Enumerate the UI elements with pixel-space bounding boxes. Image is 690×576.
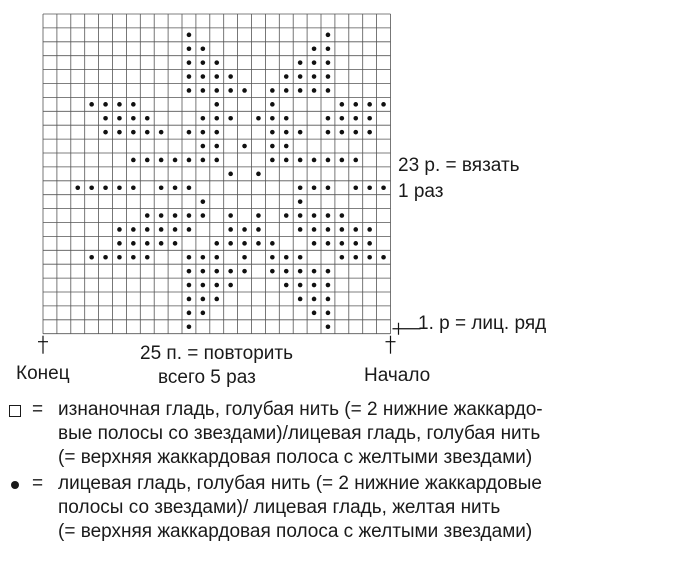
knit-stitch-dot xyxy=(117,227,122,232)
knit-stitch-dot xyxy=(187,130,192,135)
knit-stitch-dot xyxy=(270,158,275,163)
knit-stitch-dot xyxy=(312,88,317,93)
knit-stitch-dot xyxy=(353,255,358,260)
knit-stitch-dot xyxy=(214,116,219,121)
knit-stitch-dot xyxy=(270,241,275,246)
knit-stitch-dot xyxy=(228,74,233,79)
end-label: Конец xyxy=(16,363,70,384)
knit-stitch-dot xyxy=(117,255,122,260)
knit-stitch-dot xyxy=(145,255,150,260)
knit-stitch-dot xyxy=(187,311,192,316)
knit-stitch-dot xyxy=(326,227,331,232)
knit-stitch-dot xyxy=(228,88,233,93)
knit-stitch-dot xyxy=(89,185,94,190)
knit-stitch-dot xyxy=(145,241,150,246)
knit-stitch-dot xyxy=(312,269,317,274)
knit-stitch-dot xyxy=(242,269,247,274)
dot-icon xyxy=(4,472,26,496)
knit-stitch-dot xyxy=(242,241,247,246)
knit-stitch-dot xyxy=(284,88,289,93)
knit-stitch-dot xyxy=(89,102,94,107)
knit-stitch-dot xyxy=(326,116,331,121)
knit-stitch-dot xyxy=(256,227,261,232)
knit-stitch-dot xyxy=(75,185,80,190)
knit-stitch-dot xyxy=(173,227,178,232)
knit-stitch-dot xyxy=(312,227,317,232)
knit-stitch-dot xyxy=(326,297,331,302)
knit-stitch-dot xyxy=(367,102,372,107)
knit-stitch-dot xyxy=(284,116,289,121)
knit-stitch-dot xyxy=(214,102,219,107)
knit-stitch-dot xyxy=(103,102,108,107)
knit-stitch-dot xyxy=(173,185,178,190)
knit-stitch-dot xyxy=(340,255,345,260)
knit-stitch-dot xyxy=(131,130,136,135)
knit-stitch-dot xyxy=(353,185,358,190)
knit-stitch-dot xyxy=(145,158,150,163)
knit-stitch-dot xyxy=(326,60,331,65)
knit-stitch-dot xyxy=(340,102,345,107)
knit-stitch-dot xyxy=(381,185,386,190)
knit-stitch-dot xyxy=(326,33,331,38)
knit-stitch-dot xyxy=(214,144,219,149)
knit-stitch-dot xyxy=(326,88,331,93)
knit-stitch-dot xyxy=(312,213,317,218)
legend-line: полосы со звездами)/ лицевая гладь, желтая нить xyxy=(58,497,501,518)
knit-stitch-dot xyxy=(340,227,345,232)
knit-stitch-dot xyxy=(214,60,219,65)
knit-stitch-dot xyxy=(298,74,303,79)
knit-stitch-dot xyxy=(187,297,192,302)
knit-stitch-dot xyxy=(145,116,150,121)
legend-line: изнаночная гладь, голубая нить (= 2 нижние жаккардо- xyxy=(58,399,543,420)
knit-stitch-dot xyxy=(270,144,275,149)
square-icon xyxy=(4,398,26,424)
knit-stitch-dot xyxy=(298,185,303,190)
knit-stitch-dot xyxy=(214,283,219,288)
knit-stitch-dot xyxy=(173,241,178,246)
knit-stitch-dot xyxy=(159,185,164,190)
knit-stitch-dot xyxy=(187,227,192,232)
legend xyxy=(4,398,684,546)
knit-stitch-dot xyxy=(326,241,331,246)
knit-stitch-dot xyxy=(270,116,275,121)
knit-stitch-dot xyxy=(173,213,178,218)
knit-stitch-dot xyxy=(256,213,261,218)
knit-stitch-dot xyxy=(201,283,206,288)
knit-stitch-dot xyxy=(131,102,136,107)
knit-stitch-dot xyxy=(131,241,136,246)
knit-stitch-dot xyxy=(131,158,136,163)
knit-stitch-dot xyxy=(381,102,386,107)
knit-stitch-dot xyxy=(214,158,219,163)
knit-stitch-dot xyxy=(367,227,372,232)
knit-stitch-dot xyxy=(187,74,192,79)
knit-stitch-dot xyxy=(340,116,345,121)
knit-stitch-dot xyxy=(298,158,303,163)
knit-stitch-dot xyxy=(298,283,303,288)
knit-stitch-dot xyxy=(228,241,233,246)
knit-stitch-dot xyxy=(340,130,345,135)
knit-stitch-dot xyxy=(298,269,303,274)
knit-stitch-dot xyxy=(159,130,164,135)
knit-stitch-dot xyxy=(284,74,289,79)
knit-stitch-dot xyxy=(228,213,233,218)
knit-stitch-dot xyxy=(326,130,331,135)
knit-stitch-dot xyxy=(201,213,206,218)
knit-stitch-dot xyxy=(298,60,303,65)
knit-stitch-dot xyxy=(353,102,358,107)
knit-stitch-dot xyxy=(117,116,122,121)
legend-eq: = xyxy=(32,399,44,420)
knit-stitch-dot xyxy=(159,213,164,218)
knit-stitch-dot xyxy=(353,130,358,135)
knit-stitch-dot xyxy=(201,46,206,51)
knit-stitch-dot xyxy=(326,185,331,190)
knit-stitch-dot xyxy=(312,311,317,316)
knit-stitch-dot xyxy=(214,130,219,135)
knit-stitch-dot xyxy=(214,241,219,246)
knit-stitch-dot xyxy=(312,283,317,288)
knit-stitch-dot xyxy=(187,185,192,190)
knit-stitch-dot xyxy=(284,269,289,274)
knit-stitch-dot xyxy=(326,158,331,163)
knit-stitch-dot xyxy=(326,283,331,288)
knit-stitch-dot xyxy=(214,74,219,79)
rows-note-line2: 1 раз xyxy=(398,181,444,202)
knit-stitch-dot xyxy=(340,213,345,218)
knit-stitch-dot xyxy=(270,130,275,135)
knit-stitch-dot xyxy=(159,227,164,232)
knit-stitch-dot xyxy=(353,227,358,232)
knit-stitch-dot xyxy=(117,102,122,107)
knit-stitch-dot xyxy=(187,255,192,260)
knit-stitch-dot xyxy=(326,324,331,329)
knit-stitch-dot xyxy=(284,158,289,163)
knit-stitch-dot xyxy=(187,60,192,65)
knit-stitch-dot xyxy=(312,46,317,51)
legend-line: (= верхняя жаккардовая полоса с желтыми звездами) xyxy=(58,447,533,468)
knit-stitch-dot xyxy=(353,158,358,163)
knit-stitch-dot xyxy=(367,255,372,260)
knit-stitch-dot xyxy=(131,185,136,190)
knit-stitch-dot xyxy=(340,158,345,163)
knit-stitch-dot xyxy=(367,241,372,246)
legend-line: (= верхняя жаккардовая полоса с желтыми звездами) xyxy=(58,521,533,542)
knit-stitch-dot xyxy=(228,269,233,274)
knit-stitch-dot xyxy=(159,241,164,246)
start-label: Начало xyxy=(364,365,431,386)
knit-stitch-dot xyxy=(117,185,122,190)
legend-item-purl xyxy=(4,398,684,470)
knit-stitch-dot xyxy=(242,144,247,149)
knit-stitch-dot xyxy=(256,241,261,246)
knit-stitch-dot xyxy=(256,172,261,177)
rows-note-line1: 23 р. = вязать xyxy=(398,155,520,176)
knit-stitch-dot xyxy=(117,241,122,246)
knit-stitch-dot xyxy=(228,116,233,121)
knit-stitch-dot xyxy=(353,241,358,246)
knit-stitch-dot xyxy=(201,199,206,204)
knit-stitch-dot xyxy=(242,227,247,232)
knit-stitch-dot xyxy=(298,88,303,93)
knit-stitch-dot xyxy=(312,74,317,79)
knit-stitch-dot xyxy=(367,130,372,135)
knit-stitch-dot xyxy=(201,116,206,121)
knit-stitch-dot xyxy=(284,283,289,288)
knit-stitch-dot xyxy=(145,213,150,218)
knit-stitch-dot xyxy=(284,144,289,149)
knit-stitch-dot xyxy=(201,130,206,135)
knit-stitch-dot xyxy=(270,88,275,93)
knit-stitch-dot xyxy=(214,88,219,93)
knit-stitch-dot xyxy=(298,213,303,218)
knit-stitch-dot xyxy=(326,269,331,274)
knit-stitch-dot xyxy=(145,130,150,135)
legend-line: лицевая гладь, голубая нить (= 2 нижние жаккардовые xyxy=(58,473,542,494)
knit-stitch-dot xyxy=(187,88,192,93)
knit-stitch-dot xyxy=(187,213,192,218)
knit-stitch-dot xyxy=(298,297,303,302)
knit-stitch-dot xyxy=(159,158,164,163)
knit-stitch-dot xyxy=(242,255,247,260)
knit-stitch-dot xyxy=(284,130,289,135)
knit-stitch-dot xyxy=(270,255,275,260)
knit-stitch-dot xyxy=(201,311,206,316)
knit-stitch-dot xyxy=(214,269,219,274)
first-row-label: 1. р = лиц. ряд xyxy=(418,313,547,334)
knit-stitch-dot xyxy=(201,88,206,93)
knit-stitch-dot xyxy=(312,297,317,302)
knit-stitch-dot xyxy=(214,255,219,260)
knit-stitch-dot xyxy=(284,213,289,218)
knit-stitch-dot xyxy=(187,324,192,329)
knit-stitch-dot xyxy=(187,269,192,274)
knit-stitch-dot xyxy=(340,241,345,246)
knit-stitch-dot xyxy=(131,255,136,260)
knit-stitch-dot xyxy=(326,311,331,316)
knit-stitch-dot xyxy=(201,255,206,260)
knit-stitch-dot xyxy=(312,185,317,190)
knit-stitch-dot xyxy=(256,116,261,121)
knit-stitch-dot xyxy=(89,255,94,260)
knit-stitch-dot xyxy=(103,185,108,190)
knit-stitch-dot xyxy=(103,255,108,260)
knit-stitch-dot xyxy=(312,241,317,246)
knit-stitch-dot xyxy=(228,283,233,288)
repeat-line1: 25 п. = повторить xyxy=(140,343,294,364)
knit-stitch-dot xyxy=(131,227,136,232)
knit-stitch-dot xyxy=(201,74,206,79)
knit-stitch-dot xyxy=(326,74,331,79)
knit-stitch-dot xyxy=(298,130,303,135)
knit-stitch-dot xyxy=(187,46,192,51)
knit-stitch-dot xyxy=(131,116,136,121)
knit-stitch-dot xyxy=(381,255,386,260)
knit-stitch-dot xyxy=(201,158,206,163)
knit-stitch-dot xyxy=(270,269,275,274)
knit-stitch-dot xyxy=(214,297,219,302)
knit-stitch-dot xyxy=(298,255,303,260)
knit-stitch-dot xyxy=(187,33,192,38)
knit-stitch-dot xyxy=(103,116,108,121)
knit-stitch-dot xyxy=(103,130,108,135)
knit-stitch-dot xyxy=(201,269,206,274)
knit-stitch-dot xyxy=(312,60,317,65)
knit-stitch-dot xyxy=(201,60,206,65)
knit-stitch-dot xyxy=(367,116,372,121)
knit-stitch-dot xyxy=(242,88,247,93)
knit-stitch-dot xyxy=(173,158,178,163)
knit-stitch-dot xyxy=(326,46,331,51)
knit-stitch-dot xyxy=(228,172,233,177)
knit-stitch-dot xyxy=(201,297,206,302)
repeat-line2: всего 5 раз xyxy=(158,367,256,388)
knit-stitch-dot xyxy=(228,227,233,232)
knit-stitch-dot xyxy=(187,158,192,163)
legend-line: вые полосы со звездами)/лицевая гладь, голубая нить xyxy=(58,423,541,444)
knit-stitch-dot xyxy=(284,255,289,260)
knit-stitch-dot xyxy=(298,199,303,204)
legend-item-knit xyxy=(4,472,684,544)
knit-stitch-dot xyxy=(270,102,275,107)
knit-stitch-dot xyxy=(117,130,122,135)
knit-stitch-dot xyxy=(145,227,150,232)
knit-stitch-dot xyxy=(326,213,331,218)
knit-stitch-dot xyxy=(312,158,317,163)
knit-stitch-dot xyxy=(187,283,192,288)
knit-stitch-dot xyxy=(201,144,206,149)
knit-stitch-dot xyxy=(353,116,358,121)
legend-eq: = xyxy=(32,473,44,494)
knit-stitch-dot xyxy=(298,227,303,232)
knit-stitch-dot xyxy=(367,185,372,190)
